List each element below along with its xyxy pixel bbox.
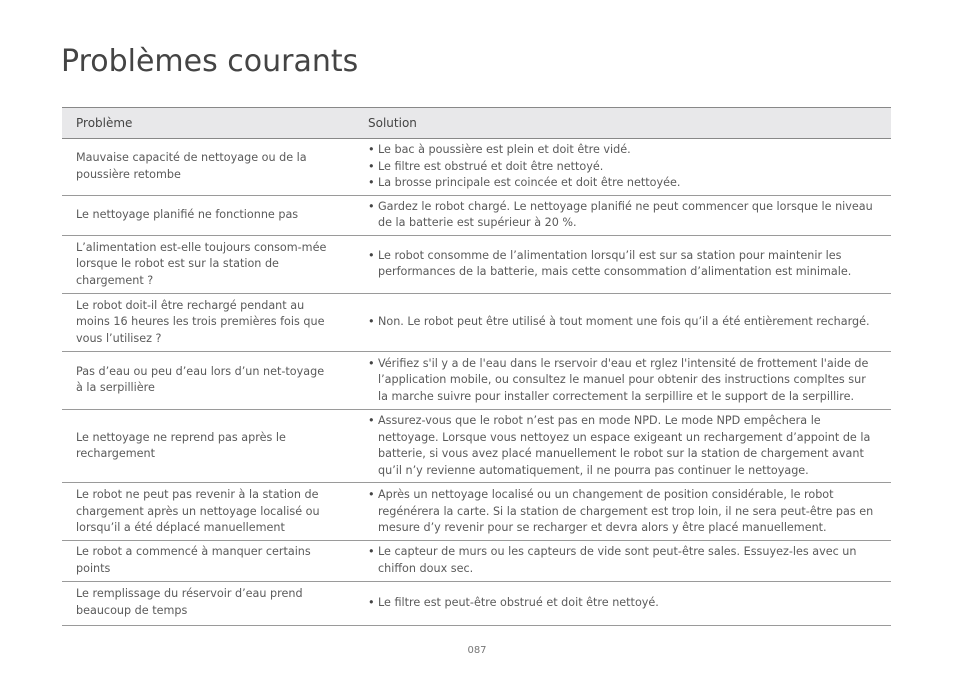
- problem-cell: Le robot a commencé à manquer certains points: [62, 541, 354, 581]
- table-row: [62, 351, 891, 409]
- page-number: 087: [467, 645, 487, 656]
- problem-cell: L’alimentation est-elle toujours consom-mée lorsque le robot est sur la station de chargement ?: [62, 235, 354, 293]
- table-row: [62, 293, 891, 351]
- solution-item: • Gardez le robot chargé. Le nettoyage planifié ne peut commencer que lorsque le niveau de la batterie est supérieur à 20 %.: [368, 199, 879, 232]
- solution-cell: [354, 235, 891, 293]
- solution-cell: [354, 195, 891, 235]
- solution-item: • Après un nettoyage localisé ou un changement de position considérable, le robot regénérera la carte. Si la station de chargement est trop loin, il ne sera peut-être pas en mesure d’y revenir pour se recharger et devra alors y être placé manuellement.: [368, 487, 879, 537]
- solution-list: [368, 199, 879, 232]
- troubleshooting-table: [62, 107, 891, 626]
- problem-cell: Le nettoyage ne reprend pas après le rechargement: [62, 409, 354, 482]
- solution-cell: [354, 409, 891, 482]
- problem-cell: Pas d’eau ou peu d’eau lors d’un net-toyage à la serpillière: [62, 351, 354, 409]
- table-row: [62, 409, 891, 482]
- solution-list: [368, 142, 879, 192]
- table-row: [62, 195, 891, 235]
- solution-list: [368, 544, 879, 577]
- solution-cell: [354, 541, 891, 581]
- table-body: [62, 139, 891, 626]
- table-header-row: [62, 108, 891, 139]
- solution-item: • Vérifiez s'il y a de l'eau dans le rservoir d'eau et rglez l'intensité de frottement l'aide de l’application mobile, ou consultez le manuel pour obtenir des instructions compltes sur la marche suivre pour installer correctement la serpillire et le support de la serpillire.: [368, 356, 879, 406]
- problem-cell: Mauvaise capacité de nettoyage ou de la poussière retombe: [62, 139, 354, 196]
- table-header: [62, 108, 891, 139]
- column-header-problem: Problème: [62, 108, 354, 139]
- solution-item: • Le filtre est peut-être obstrué et doit être nettoyé.: [368, 595, 879, 612]
- solution-item: • Assurez-vous que le robot n’est pas en mode NPD. Le mode NPD empêchera le nettoyage. Lorsque vous nettoyez un espace exigeant un rechargement d’appoint de la batterie, si vous avez placé manuellement le robot sur la station de chargement avant qu’il n’y revienne automatiquement, il ne pourra pas continuer le nettoyage.: [368, 413, 879, 479]
- solution-cell: [354, 483, 891, 541]
- solution-item: • Le filtre est obstrué et doit être nettoyé.: [368, 159, 879, 176]
- solution-item: • Le robot consomme de l’alimentation lorsqu’il est sur sa station pour maintenir les performances de la batterie, mais cette consommation d’alimentation est minimale.: [368, 248, 879, 281]
- solution-item: • Le capteur de murs ou les capteurs de vide sont peut-être sales. Essuyez-les avec un chiffon doux sec.: [368, 544, 879, 577]
- solution-item: • Le bac à poussière est plein et doit être vidé.: [368, 142, 879, 159]
- problem-cell: Le robot ne peut pas revenir à la station de chargement après un nettoyage localisé ou lorsqu’il a été déplacé manuellement: [62, 483, 354, 541]
- table-row: [62, 139, 891, 196]
- solution-list: [368, 356, 879, 406]
- solution-item: • La brosse principale est coincée et doit être nettoyée.: [368, 175, 879, 192]
- solution-item: • Non. Le robot peut être utilisé à tout moment une fois qu’il a été entièrement rechargé.: [368, 314, 879, 331]
- problem-cell: Le robot doit-il être rechargé pendant au moins 16 heures les trois premières fois que vous l’utilisez ?: [62, 293, 354, 351]
- solution-cell: [354, 293, 891, 351]
- table-row: [62, 235, 891, 293]
- column-header-solution: Solution: [354, 108, 891, 139]
- solution-cell: [354, 351, 891, 409]
- solution-list: [368, 487, 879, 537]
- solution-list: [368, 413, 879, 479]
- solution-list: [368, 248, 879, 281]
- solution-list: [368, 595, 879, 612]
- problem-cell: Le nettoyage planifié ne fonctionne pas: [62, 195, 354, 235]
- table-row: [62, 581, 891, 625]
- problem-cell: Le remplissage du réservoir d’eau prend beaucoup de temps: [62, 581, 354, 625]
- page-title: Problèmes courants: [61, 44, 359, 79]
- table-row: [62, 483, 891, 541]
- solution-list: [368, 314, 879, 331]
- solution-cell: [354, 581, 891, 625]
- solution-cell: [354, 139, 891, 196]
- table-row: [62, 541, 891, 581]
